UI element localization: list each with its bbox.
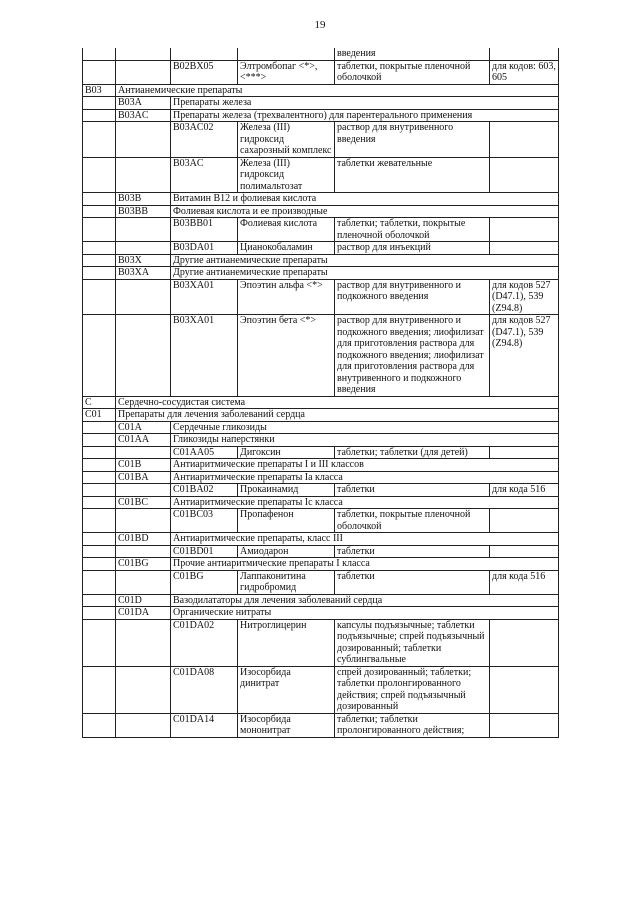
- group-code-cell: B03AC: [116, 109, 171, 122]
- table-row: [83, 279, 559, 315]
- group-code-cell: C01B: [116, 459, 171, 472]
- table-row: [83, 509, 559, 533]
- note-cell: [490, 446, 559, 459]
- dosage-form-cell: раствор для внутривенного и подкожного введения; лиофилизат для приготовления раствора для подкожного введения; лиофилизат для приготовления раствора для внутривенного и подкожного введения: [335, 315, 490, 397]
- empty-cell: [83, 434, 116, 447]
- empty-cell: [83, 97, 116, 110]
- atc-code-cell: C01BD01: [171, 545, 238, 558]
- group-title-cell: Антиаритмические препараты I и III классов: [171, 459, 559, 472]
- atc-code-cell: B03AC02: [171, 122, 238, 158]
- empty-cell: [83, 459, 116, 472]
- drug-name-cell: Прокаинамид: [238, 484, 335, 497]
- group-code-cell: C01D: [116, 594, 171, 607]
- atc-code-cell: C01BC03: [171, 509, 238, 533]
- group-title-cell: Антианемические препараты: [116, 84, 559, 97]
- drug-registry-table: [82, 48, 559, 738]
- table-row: [83, 267, 559, 280]
- group-title-cell: Другие антианемические препараты: [171, 254, 559, 267]
- empty-cell: [83, 594, 116, 607]
- table-row: [83, 607, 559, 620]
- atc-code-cell: B03XA01: [171, 279, 238, 315]
- table-row: [83, 558, 559, 571]
- group-code-cell: C01: [83, 409, 116, 422]
- note-cell: [490, 713, 559, 737]
- group-title-cell: Антиаритмические препараты, класс III: [171, 533, 559, 546]
- table-row: [83, 496, 559, 509]
- atc-code-cell: B03DA01: [171, 242, 238, 255]
- dosage-form-cell: таблетки: [335, 570, 490, 594]
- atc-code-cell: C01BG: [171, 570, 238, 594]
- note-cell: [490, 509, 559, 533]
- group-code-cell: C01AA: [116, 434, 171, 447]
- note-cell: [490, 666, 559, 713]
- group-title-cell: Гликозиды наперстянки: [171, 434, 559, 447]
- empty-cell: [83, 496, 116, 509]
- group-code-cell: C01BD: [116, 533, 171, 546]
- group-code-cell: B03X: [116, 254, 171, 267]
- empty-cell: [83, 570, 116, 594]
- group-title-cell: Витамин B12 и фолиевая кислота: [171, 193, 559, 206]
- note-cell: [490, 218, 559, 242]
- drug-name-cell: Цианокобаламин: [238, 242, 335, 255]
- table-row: [83, 84, 559, 97]
- atc-code-cell: C01BA02: [171, 484, 238, 497]
- group-title-cell: Органические нитраты: [171, 607, 559, 620]
- group-code-cell: C01BA: [116, 471, 171, 484]
- drug-name-cell: Нитроглицерин: [238, 619, 335, 666]
- empty-cell: [83, 60, 116, 84]
- empty-cell: [83, 533, 116, 546]
- dosage-form-cell: таблетки, покрытые пленочной оболочкой: [335, 60, 490, 84]
- empty-cell: [83, 471, 116, 484]
- dosage-form-cell: спрей дозированный; таблетки; таблетки пролонгированного действия; спрей подъязычный дозированный: [335, 666, 490, 713]
- empty-cell: [490, 48, 559, 60]
- group-title-cell: Другие антианемические препараты: [171, 267, 559, 280]
- empty-cell: [83, 446, 116, 459]
- table-row: [83, 446, 559, 459]
- drug-name-cell: Железа (III) гидроксид сахарозный комплекс: [238, 122, 335, 158]
- group-code-cell: B03B: [116, 193, 171, 206]
- empty-cell: [116, 509, 171, 533]
- atc-code-cell: B03AC: [171, 157, 238, 193]
- group-title-cell: Вазодилататоры для лечения заболеваний сердца: [171, 594, 559, 607]
- table-row: [83, 459, 559, 472]
- empty-cell: [83, 122, 116, 158]
- table-row: [83, 666, 559, 713]
- empty-cell: [83, 607, 116, 620]
- group-code-cell: B03: [83, 84, 116, 97]
- note-cell: [490, 122, 559, 158]
- empty-cell: [116, 446, 171, 459]
- table-row: [83, 97, 559, 110]
- atc-code-cell: C01AA05: [171, 446, 238, 459]
- empty-cell: [83, 109, 116, 122]
- table-row: [83, 205, 559, 218]
- note-cell: для кодов 527 (D47.1), 539 (Z94.8): [490, 315, 559, 397]
- table-row: [83, 315, 559, 397]
- table-row: [83, 533, 559, 546]
- table-row: [83, 122, 559, 158]
- table-row: [83, 157, 559, 193]
- table-row: [83, 545, 559, 558]
- empty-cell: [83, 315, 116, 397]
- empty-cell: [83, 279, 116, 315]
- empty-cell: [83, 218, 116, 242]
- atc-code-cell: B02BX05: [171, 60, 238, 84]
- group-code-cell: B03A: [116, 97, 171, 110]
- empty-cell: [116, 666, 171, 713]
- empty-cell: [83, 545, 116, 558]
- atc-code-cell: B03XA01: [171, 315, 238, 397]
- group-title-cell: Сердечно-сосудистая система: [116, 396, 559, 409]
- empty-cell: [83, 267, 116, 280]
- table-row: [83, 60, 559, 84]
- empty-cell: [116, 619, 171, 666]
- drug-name-cell: Изосорбида мононитрат: [238, 713, 335, 737]
- empty-cell: [83, 619, 116, 666]
- table-row: [83, 471, 559, 484]
- note-cell: для кодов 527 (D47.1), 539 (Z94.8): [490, 279, 559, 315]
- atc-code-cell: C01DA02: [171, 619, 238, 666]
- group-code-cell: C01A: [116, 421, 171, 434]
- empty-cell: [116, 218, 171, 242]
- empty-cell: [116, 570, 171, 594]
- empty-cell: [116, 484, 171, 497]
- empty-cell: [83, 713, 116, 737]
- empty-cell: [83, 558, 116, 571]
- table-row: [83, 594, 559, 607]
- table-row: [83, 409, 559, 422]
- atc-code-cell: C01DA08: [171, 666, 238, 713]
- note-cell: [490, 242, 559, 255]
- table-row: [83, 254, 559, 267]
- group-code-cell: B03BB: [116, 205, 171, 218]
- group-title-cell: Прочие антиаритмические препараты I класса: [171, 558, 559, 571]
- empty-cell: [116, 713, 171, 737]
- table-row: [83, 484, 559, 497]
- dosage-form-cell: таблетки: [335, 545, 490, 558]
- empty-cell: [83, 205, 116, 218]
- drug-name-cell: Элтромбопаг <*>, <***>: [238, 60, 335, 84]
- drug-name-cell: Амиодарон: [238, 545, 335, 558]
- drug-name-cell: Эпоэтин альфа <*>: [238, 279, 335, 315]
- drug-name-cell: Изосорбида динитрат: [238, 666, 335, 713]
- drug-name-cell: Эпоэтин бета <*>: [238, 315, 335, 397]
- empty-cell: [238, 48, 335, 60]
- group-title-cell: Препараты железа: [171, 97, 559, 110]
- empty-cell: [116, 315, 171, 397]
- group-code-cell: C01BC: [116, 496, 171, 509]
- empty-cell: [83, 254, 116, 267]
- drug-name-cell: Железа (III) гидроксид полимальтозат: [238, 157, 335, 193]
- table-row: [83, 434, 559, 447]
- empty-cell: [116, 545, 171, 558]
- empty-cell: [83, 421, 116, 434]
- table-row: [83, 619, 559, 666]
- dosage-form-cell: таблетки; таблетки (для детей): [335, 446, 490, 459]
- page-number: 19: [314, 19, 326, 31]
- group-title-cell: Препараты для лечения заболеваний сердца: [116, 409, 559, 422]
- table-row: [83, 570, 559, 594]
- empty-cell: [116, 157, 171, 193]
- table-row: [83, 109, 559, 122]
- empty-cell: [83, 157, 116, 193]
- dosage-form-cell: таблетки: [335, 484, 490, 497]
- table-row: [83, 193, 559, 206]
- empty-cell: [116, 279, 171, 315]
- empty-cell: [116, 60, 171, 84]
- note-cell: для кода 516: [490, 570, 559, 594]
- group-code-cell: C: [83, 396, 116, 409]
- note-cell: [490, 619, 559, 666]
- empty-cell: [83, 48, 116, 60]
- empty-cell: [83, 242, 116, 255]
- note-cell: [490, 545, 559, 558]
- empty-cell: [171, 48, 238, 60]
- empty-cell: [83, 193, 116, 206]
- table-row: [83, 421, 559, 434]
- group-code-cell: C01BG: [116, 558, 171, 571]
- table-row: [83, 242, 559, 255]
- dosage-form-cell: капсулы подъязычные; таблетки подъязычные; спрей подъязычный дозированный; таблетки сублингвальные: [335, 619, 490, 666]
- table-row: [83, 713, 559, 737]
- atc-code-cell: B03BB01: [171, 218, 238, 242]
- dosage-form-cell: раствор для внутривенного и подкожного введения: [335, 279, 490, 315]
- empty-cell: [116, 48, 171, 60]
- dosage-form-cell: раствор для инъекций: [335, 242, 490, 255]
- group-title-cell: Антиаритмические препараты Ia класса: [171, 471, 559, 484]
- group-title-cell: Сердечные гликозиды: [171, 421, 559, 434]
- group-title-cell: Фолиевая кислота и ее производные: [171, 205, 559, 218]
- empty-cell: [116, 122, 171, 158]
- table-row: [83, 48, 559, 60]
- dosage-form-cell: таблетки, покрытые пленочной оболочкой: [335, 509, 490, 533]
- group-title-cell: Препараты железа (трехвалентного) для парентерального применения: [171, 109, 559, 122]
- group-code-cell: B03XA: [116, 267, 171, 280]
- drug-name-cell: Дигоксин: [238, 446, 335, 459]
- empty-cell: [116, 242, 171, 255]
- note-cell: для кода 516: [490, 484, 559, 497]
- empty-cell: [83, 484, 116, 497]
- empty-cell: [83, 666, 116, 713]
- note-cell: [490, 157, 559, 193]
- table-row: [83, 396, 559, 409]
- dosage-form-cell: раствор для внутривенного введения: [335, 122, 490, 158]
- group-code-cell: C01DA: [116, 607, 171, 620]
- drug-name-cell: Фолиевая кислота: [238, 218, 335, 242]
- table-row: [83, 218, 559, 242]
- dosage-form-cell: таблетки; таблетки пролонгированного действия;: [335, 713, 490, 737]
- dosage-form-cell: введения: [335, 48, 490, 60]
- empty-cell: [83, 509, 116, 533]
- note-cell: для кодов: 603, 605: [490, 60, 559, 84]
- drug-name-cell: Пропафенон: [238, 509, 335, 533]
- dosage-form-cell: таблетки; таблетки, покрытые пленочной оболочкой: [335, 218, 490, 242]
- atc-code-cell: C01DA14: [171, 713, 238, 737]
- drug-name-cell: Лаппаконитина гидробромид: [238, 570, 335, 594]
- group-title-cell: Антиаритмические препараты Ic класса: [171, 496, 559, 509]
- dosage-form-cell: таблетки жевательные: [335, 157, 490, 193]
